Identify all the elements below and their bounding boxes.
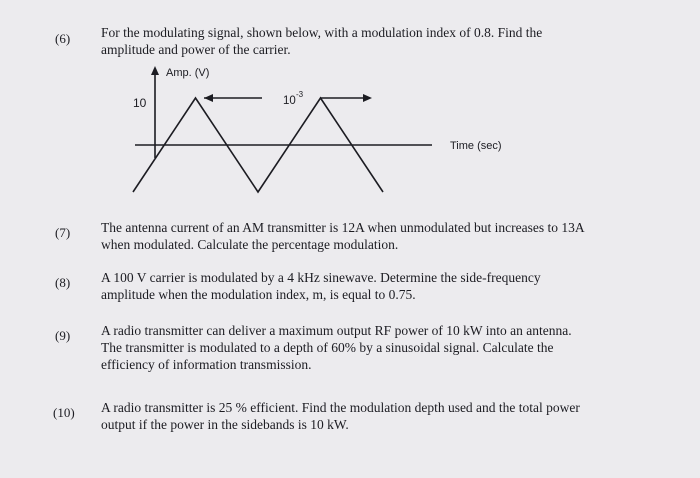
amplitude-arrow-head [204,94,213,102]
question-7-text [101,219,585,253]
question-6-number: (6) [55,31,71,46]
question-9-line-2: The transmitter is modulated to a depth of 60% by a sinusoidal signal. Calculate the [101,340,554,355]
question-6-line-1: For the modulating signal, shown below, with a modulation index of 0.8. Find the [101,25,543,40]
y-axis-label: Amp. (V) [166,67,210,79]
question-7-number: (7) [55,225,71,240]
question-9-line-1: A radio transmitter can deliver a maximum output RF power of 10 kW into an antenna. [101,323,572,338]
question-9-text [101,322,572,373]
x-axis-label: Time (sec) [450,140,502,152]
question-8-number: (8) [55,275,71,290]
question-10-text [101,399,580,433]
question-10-number: (10) [53,405,75,420]
period-arrow-head [363,94,372,102]
question-10-line-2: output if the power in the sidebands is 10 kW. [101,417,349,432]
y-axis-arrow [151,66,159,75]
question-7-line-1: The antenna current of an AM transmitter is 12A when unmodulated but increases to 13A [101,220,585,235]
question-6-line-2: amplitude and power of the carrier. [101,42,291,57]
question-8-line-1: A 100 V carrier is modulated by a 4 kHz sinewave. Determine the side-frequency [101,270,541,285]
question-10-line-1: A radio transmitter is 25 % efficient. Find the modulation depth used and the total power [101,400,580,415]
period-label-exponent: -3 [296,90,304,99]
question-8-text [101,269,541,303]
amplitude-label: 10 [133,96,147,110]
question-9-number: (9) [55,328,71,343]
period-label-base: 10 [283,95,296,107]
question-8-line-2: amplitude when the modulation index, m, is equal to 0.75. [101,287,416,302]
question-7-line-2: when modulated. Calculate the percentage modulation. [101,237,399,252]
question-9-line-3: efficiency of information transmission. [101,357,312,372]
